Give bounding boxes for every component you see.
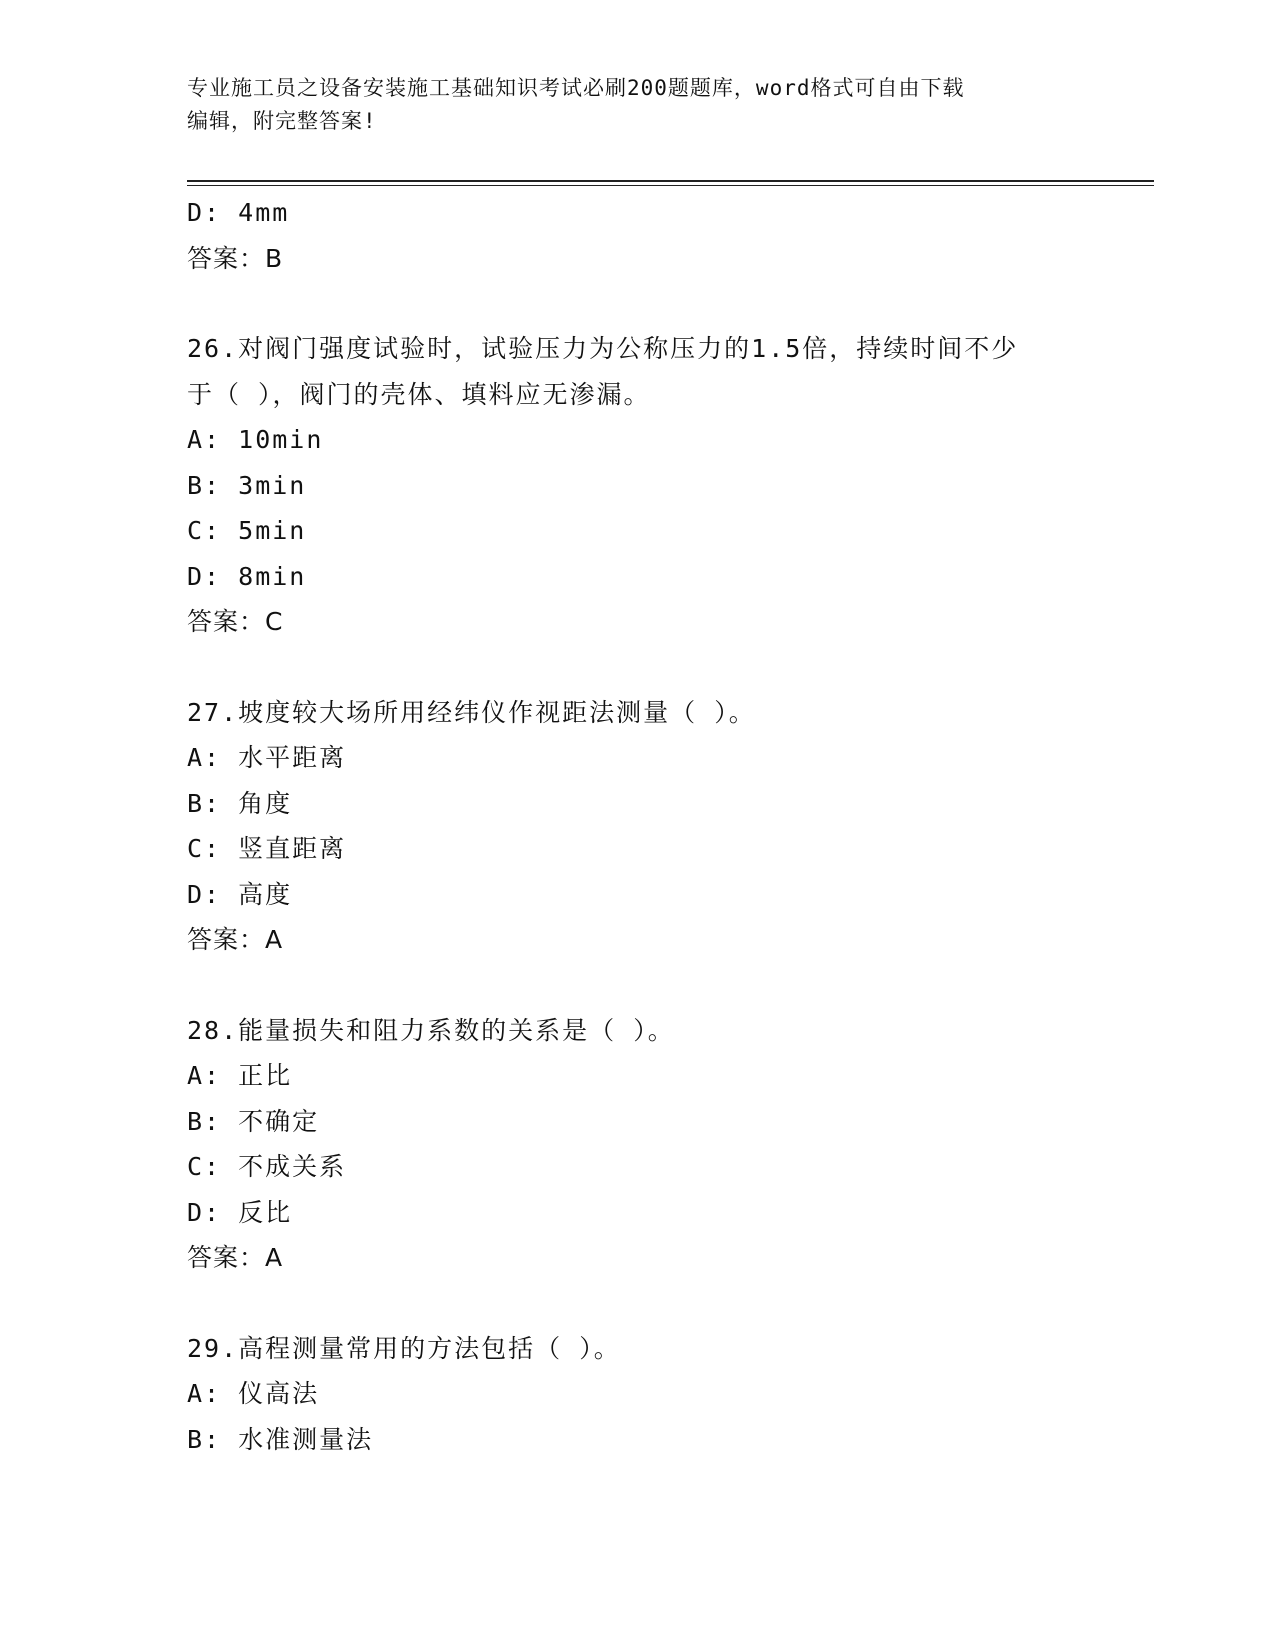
- header-divider-thin: [187, 185, 1154, 186]
- question-text: 27.坡度较大场所用经纬仪作视距法测量（ ）。: [187, 697, 756, 727]
- question-content: [187, 190, 1087, 1462]
- option-a: A: 水平距离: [187, 743, 347, 772]
- header-divider-thick: [187, 180, 1154, 182]
- previous-question-tail: [187, 190, 1087, 281]
- option-b: B: 3min: [187, 470, 307, 500]
- option-c: C: 不成关系: [187, 1152, 347, 1181]
- question-26: [187, 326, 1087, 645]
- option-a: A: 正比: [187, 1061, 293, 1090]
- question-27: [187, 690, 1087, 963]
- option-b: B: 不确定: [187, 1106, 320, 1136]
- question-text: 26.对阀门强度试验时，试验压力为公称压力的1.5倍，持续时间不少: [187, 334, 1019, 363]
- option-d: D: 反比: [187, 1197, 293, 1227]
- option-d: D: 8min: [187, 561, 307, 591]
- answer-line: 答案：A: [187, 925, 284, 954]
- answer-line: 答案：A: [187, 1243, 284, 1272]
- question-text: 28.能量损失和阻力系数的关系是（ ）。: [187, 1015, 675, 1045]
- document-header: [187, 72, 1087, 138]
- option-c: C: 5min: [187, 516, 307, 545]
- option-b: B: 角度: [187, 788, 293, 818]
- option-d: D: 高度: [187, 879, 293, 909]
- question-text-cont: 于（ ），阀门的壳体、填料应无渗漏。: [187, 379, 651, 409]
- answer-line: 答案：C: [187, 607, 284, 636]
- question-text: 29.高程测量常用的方法包括（ ）。: [187, 1333, 621, 1363]
- header-title-line-2: 编辑，附完整答案!: [187, 109, 377, 133]
- header-title-line-1: 专业施工员之设备安装施工基础知识考试必刷200题题库，word格式可自由下载: [187, 76, 965, 100]
- option-a: A: 10min: [187, 425, 324, 454]
- option-c: C: 竖直距离: [187, 834, 347, 863]
- option-a: A: 仪高法: [187, 1379, 320, 1408]
- option-d: D: 4mm: [187, 198, 290, 227]
- answer-line: 答案：B: [187, 243, 284, 273]
- question-28: [187, 1008, 1087, 1281]
- question-29: [187, 1326, 1087, 1463]
- option-b: B: 水准测量法: [187, 1424, 374, 1454]
